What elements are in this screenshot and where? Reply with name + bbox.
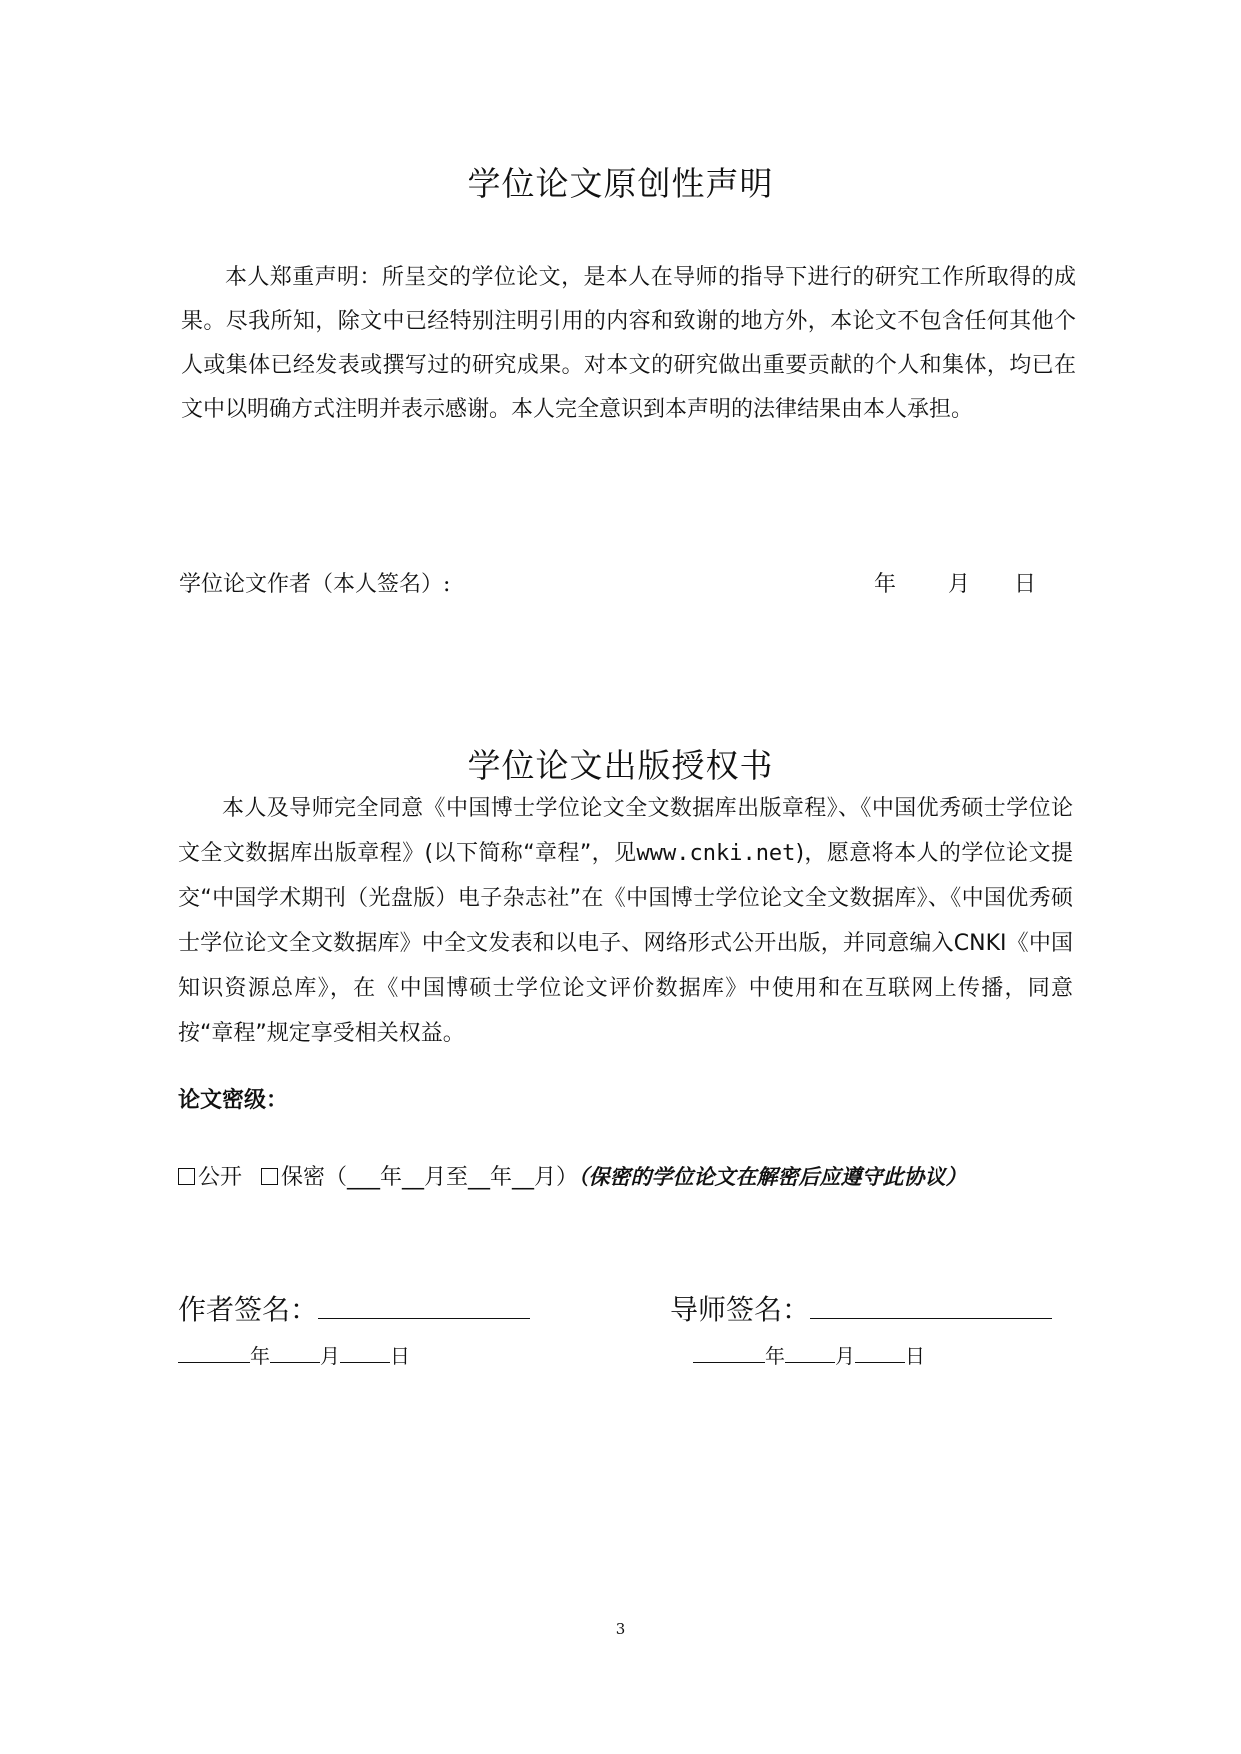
advisor-date-month-line[interactable]: [785, 1342, 835, 1363]
public-checkbox-icon[interactable]: [178, 1168, 195, 1185]
advisor-date-month: 月: [835, 1344, 855, 1368]
authorization-title: 学位论文出版授权书: [467, 746, 774, 785]
secret-checkbox-icon[interactable]: [261, 1168, 278, 1185]
author-sign: [178, 1288, 530, 1328]
cnki-url: www.cnki.net: [636, 841, 796, 866]
advisor-date-day: 日: [905, 1344, 925, 1368]
secrecy-label: 论文密级：: [178, 1088, 289, 1113]
option-public[interactable]: [178, 1165, 242, 1190]
advisor-date: [693, 1340, 925, 1369]
author-date-day: 日: [390, 1344, 410, 1368]
authorization-body-part1: 本人及导师完全同意《中国博士学位论文全文数据库出版章程》、《中国优秀硕士学位论文全文数据库出版章程》(以下简称“章程”，见: [178, 796, 1073, 866]
declaration-date-year: 年: [874, 572, 897, 597]
option-secret[interactable]: [261, 1165, 578, 1190]
advisor-sign-label: 导师签名：: [670, 1293, 811, 1326]
author-date-month: 月: [320, 1344, 340, 1368]
author-date-year-line[interactable]: [178, 1342, 250, 1363]
option-secret-label: 保密（___年__月至__年__月）: [281, 1165, 579, 1190]
declaration-date-day: 日: [1014, 572, 1037, 597]
secret-note: （保密的学位论文在解密后应遵守此协议）: [578, 1164, 967, 1189]
authorization-body-part2: )，愿意将本人的学位论文提交“中国学术期刊（光盘版）电子杂志社”在《中国博士学位论文全文数据库》、《中国优秀硕士学位论文全文数据库》中全文发表和以电子、网络形式公开出版，并同意编入CNKI《中国知识资源总库》，在《中国博硕士学位论文评价数据库》中使用和在互联网上传播，同意按“章程”规定享受相关权益。: [178, 841, 1073, 1046]
declaration-body: 本人郑重声明：所呈交的学位论文，是本人在导师的指导下进行的研究工作所取得的成果。尽我所知，除文中已经特别注明引用的内容和致谢的地方外，本论文不包含任何其他个人或集体已经发表或撰写过的研究成果。对本文的研究做出重要贡献的个人和集体，均已在文中以明确方式注明并表示感谢。本人完全意识到本声明的法律结果由本人承担。: [181, 265, 1076, 422]
advisor-sign: [670, 1288, 1052, 1328]
advisor-date-year-line[interactable]: [693, 1342, 765, 1363]
author-sign-line[interactable]: [318, 1292, 530, 1319]
declaration-title: 学位论文原创性声明: [467, 164, 774, 203]
advisor-sign-line[interactable]: [810, 1292, 1052, 1319]
authorization-body: [178, 786, 1073, 1056]
author-date: [178, 1340, 410, 1369]
option-public-label: 公开: [198, 1165, 243, 1190]
author-sign-label: 作者签名：: [178, 1293, 319, 1326]
advisor-date-day-line[interactable]: [855, 1342, 905, 1363]
secrecy-options: [178, 1160, 967, 1191]
author-date-year: 年: [250, 1344, 270, 1368]
author-date-day-line[interactable]: [340, 1342, 390, 1363]
page-number: 3: [615, 1620, 626, 1638]
author-date-month-line[interactable]: [270, 1342, 320, 1363]
declaration-date-month: 月: [948, 572, 971, 597]
advisor-date-year: 年: [765, 1344, 785, 1368]
author-signature-label: 学位论文作者（本人签名）:: [179, 572, 451, 597]
